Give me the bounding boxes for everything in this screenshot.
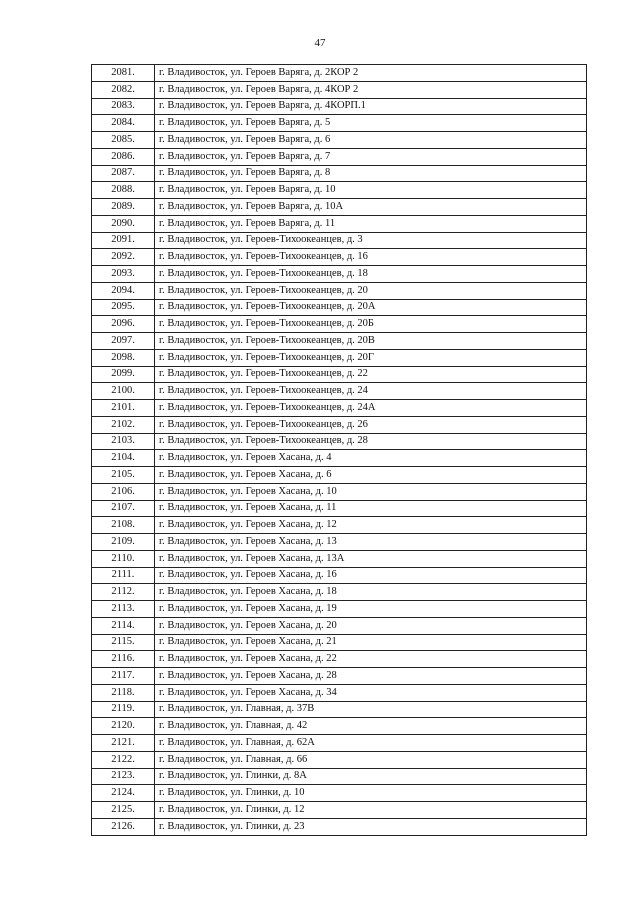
table-row xyxy=(92,433,587,450)
table-row xyxy=(92,567,587,584)
row-address: г. Владивосток, ул. Героев-Тихоокеанцев, д. 22 xyxy=(155,366,587,383)
table-row xyxy=(92,299,587,316)
row-number: 2124. xyxy=(92,785,155,802)
row-number: 2086. xyxy=(92,148,155,165)
table-row xyxy=(92,634,587,651)
table-row xyxy=(92,148,587,165)
table-row xyxy=(92,165,587,182)
table-row xyxy=(92,65,587,82)
row-number: 2098. xyxy=(92,349,155,366)
table-row xyxy=(92,366,587,383)
row-address: г. Владивосток, ул. Героев Варяга, д. 10А xyxy=(155,199,587,216)
table-row xyxy=(92,349,587,366)
table-row xyxy=(92,517,587,534)
table-row xyxy=(92,199,587,216)
row-address: г. Владивосток, ул. Героев-Тихоокеанцев, д. 16 xyxy=(155,249,587,266)
row-number: 2084. xyxy=(92,115,155,132)
row-number: 2114. xyxy=(92,617,155,634)
table-row xyxy=(92,232,587,249)
table-row xyxy=(92,818,587,835)
row-number: 2089. xyxy=(92,199,155,216)
table-row xyxy=(92,383,587,400)
row-address: г. Владивосток, ул. Глинки, д. 8А xyxy=(155,768,587,785)
row-address: г. Владивосток, ул. Главная, д. 62А xyxy=(155,735,587,752)
row-address: г. Владивосток, ул. Героев-Тихоокеанцев, д. 20А xyxy=(155,299,587,316)
table-row xyxy=(92,98,587,115)
row-address: г. Владивосток, ул. Героев-Тихоокеанцев, д. 28 xyxy=(155,433,587,450)
row-number: 2110. xyxy=(92,550,155,567)
row-address: г. Владивосток, ул. Глинки, д. 12 xyxy=(155,802,587,819)
row-address: г. Владивосток, ул. Героев-Тихоокеанцев, д. 24А xyxy=(155,400,587,417)
row-number: 2119. xyxy=(92,701,155,718)
row-address: г. Владивосток, ул. Героев Варяга, д. 10 xyxy=(155,182,587,199)
row-address: г. Владивосток, ул. Героев Варяга, д. 4КОРП.1 xyxy=(155,98,587,115)
row-address: г. Владивосток, ул. Героев Хасана, д. 21 xyxy=(155,634,587,651)
row-address: г. Владивосток, ул. Героев Хасана, д. 18 xyxy=(155,584,587,601)
table-row xyxy=(92,500,587,517)
row-number: 2093. xyxy=(92,266,155,283)
row-number: 2112. xyxy=(92,584,155,601)
table-row xyxy=(92,701,587,718)
row-address: г. Владивосток, ул. Главная, д. 66 xyxy=(155,751,587,768)
table-row xyxy=(92,617,587,634)
row-number: 2123. xyxy=(92,768,155,785)
table-row xyxy=(92,534,587,551)
row-number: 2111. xyxy=(92,567,155,584)
table-row xyxy=(92,802,587,819)
row-number: 2113. xyxy=(92,601,155,618)
row-address: г. Владивосток, ул. Героев Хасана, д. 28 xyxy=(155,668,587,685)
row-address: г. Владивосток, ул. Героев-Тихоокеанцев, д. 20 xyxy=(155,282,587,299)
row-address: г. Владивосток, ул. Героев Варяга, д. 4КОР 2 xyxy=(155,81,587,98)
row-number: 2122. xyxy=(92,751,155,768)
row-number: 2081. xyxy=(92,65,155,82)
row-address: г. Владивосток, ул. Героев Хасана, д. 11 xyxy=(155,500,587,517)
row-address: г. Владивосток, ул. Главная, д. 42 xyxy=(155,718,587,735)
row-number: 2106. xyxy=(92,483,155,500)
row-number: 2104. xyxy=(92,450,155,467)
row-address: г. Владивосток, ул. Героев Хасана, д. 19 xyxy=(155,601,587,618)
row-number: 2120. xyxy=(92,718,155,735)
row-number: 2107. xyxy=(92,500,155,517)
table-row xyxy=(92,132,587,149)
table-row xyxy=(92,768,587,785)
table-row xyxy=(92,483,587,500)
row-address: г. Владивосток, ул. Героев Хасана, д. 12 xyxy=(155,517,587,534)
row-address: г. Владивосток, ул. Героев-Тихоокеанцев, д. 20Г xyxy=(155,349,587,366)
table-row xyxy=(92,282,587,299)
row-address: г. Владивосток, ул. Главная, д. 37В xyxy=(155,701,587,718)
table-row xyxy=(92,785,587,802)
table-row xyxy=(92,735,587,752)
row-address: г. Владивосток, ул. Героев Варяга, д. 5 xyxy=(155,115,587,132)
row-number: 2094. xyxy=(92,282,155,299)
row-address: г. Владивосток, ул. Глинки, д. 10 xyxy=(155,785,587,802)
table-row xyxy=(92,249,587,266)
table-row xyxy=(92,467,587,484)
row-number: 2083. xyxy=(92,98,155,115)
row-address: г. Владивосток, ул. Героев Варяга, д. 8 xyxy=(155,165,587,182)
table-row xyxy=(92,115,587,132)
row-address: г. Владивосток, ул. Героев Хасана, д. 6 xyxy=(155,467,587,484)
row-number: 2087. xyxy=(92,165,155,182)
row-address: г. Владивосток, ул. Героев Хасана, д. 10 xyxy=(155,483,587,500)
table-row xyxy=(92,751,587,768)
row-number: 2097. xyxy=(92,333,155,350)
table-row xyxy=(92,651,587,668)
table-row xyxy=(92,266,587,283)
row-address: г. Владивосток, ул. Глинки, д. 23 xyxy=(155,818,587,835)
row-number: 2108. xyxy=(92,517,155,534)
row-address: г. Владивосток, ул. Героев Хасана, д. 34 xyxy=(155,684,587,701)
row-address: г. Владивосток, ул. Героев Хасана, д. 20 xyxy=(155,617,587,634)
table-row xyxy=(92,601,587,618)
row-address: г. Владивосток, ул. Героев Варяга, д. 11 xyxy=(155,215,587,232)
row-address: г. Владивосток, ул. Героев Варяга, д. 2КОР 2 xyxy=(155,65,587,82)
table-row xyxy=(92,416,587,433)
row-number: 2095. xyxy=(92,299,155,316)
row-number: 2126. xyxy=(92,818,155,835)
row-address: г. Владивосток, ул. Героев Хасана, д. 22 xyxy=(155,651,587,668)
row-number: 2090. xyxy=(92,215,155,232)
row-number: 2100. xyxy=(92,383,155,400)
row-address: г. Владивосток, ул. Героев Хасана, д. 13А xyxy=(155,550,587,567)
row-number: 2082. xyxy=(92,81,155,98)
row-number: 2115. xyxy=(92,634,155,651)
row-number: 2118. xyxy=(92,684,155,701)
table-row xyxy=(92,684,587,701)
row-address: г. Владивосток, ул. Героев-Тихоокеанцев, д. 18 xyxy=(155,266,587,283)
row-address: г. Владивосток, ул. Героев-Тихоокеанцев, д. 3 xyxy=(155,232,587,249)
table-row xyxy=(92,81,587,98)
table-row xyxy=(92,668,587,685)
row-address: г. Владивосток, ул. Героев Хасана, д. 4 xyxy=(155,450,587,467)
row-number: 2091. xyxy=(92,232,155,249)
row-number: 2105. xyxy=(92,467,155,484)
table-row xyxy=(92,316,587,333)
row-number: 2101. xyxy=(92,400,155,417)
row-number: 2092. xyxy=(92,249,155,266)
address-table-body xyxy=(92,65,587,836)
table-row xyxy=(92,584,587,601)
row-number: 2085. xyxy=(92,132,155,149)
table-row xyxy=(92,550,587,567)
row-number: 2096. xyxy=(92,316,155,333)
table-row xyxy=(92,333,587,350)
address-table xyxy=(91,64,587,836)
table-row xyxy=(92,215,587,232)
row-number: 2121. xyxy=(92,735,155,752)
row-number: 2103. xyxy=(92,433,155,450)
row-number: 2117. xyxy=(92,668,155,685)
table-row xyxy=(92,718,587,735)
row-address: г. Владивосток, ул. Героев Варяга, д. 7 xyxy=(155,148,587,165)
row-address: г. Владивосток, ул. Героев Хасана, д. 16 xyxy=(155,567,587,584)
table-row xyxy=(92,400,587,417)
row-number: 2125. xyxy=(92,802,155,819)
row-number: 2116. xyxy=(92,651,155,668)
table-row xyxy=(92,182,587,199)
row-address: г. Владивосток, ул. Героев-Тихоокеанцев, д. 26 xyxy=(155,416,587,433)
page-number: 47 xyxy=(314,37,326,49)
row-address: г. Владивосток, ул. Героев Варяга, д. 6 xyxy=(155,132,587,149)
row-address: г. Владивосток, ул. Героев-Тихоокеанцев, д. 20Б xyxy=(155,316,587,333)
row-number: 2102. xyxy=(92,416,155,433)
row-number: 2099. xyxy=(92,366,155,383)
row-number: 2109. xyxy=(92,534,155,551)
row-address: г. Владивосток, ул. Героев Хасана, д. 13 xyxy=(155,534,587,551)
table-row xyxy=(92,450,587,467)
row-number: 2088. xyxy=(92,182,155,199)
row-address: г. Владивосток, ул. Героев-Тихоокеанцев, д. 20В xyxy=(155,333,587,350)
row-address: г. Владивосток, ул. Героев-Тихоокеанцев, д. 24 xyxy=(155,383,587,400)
